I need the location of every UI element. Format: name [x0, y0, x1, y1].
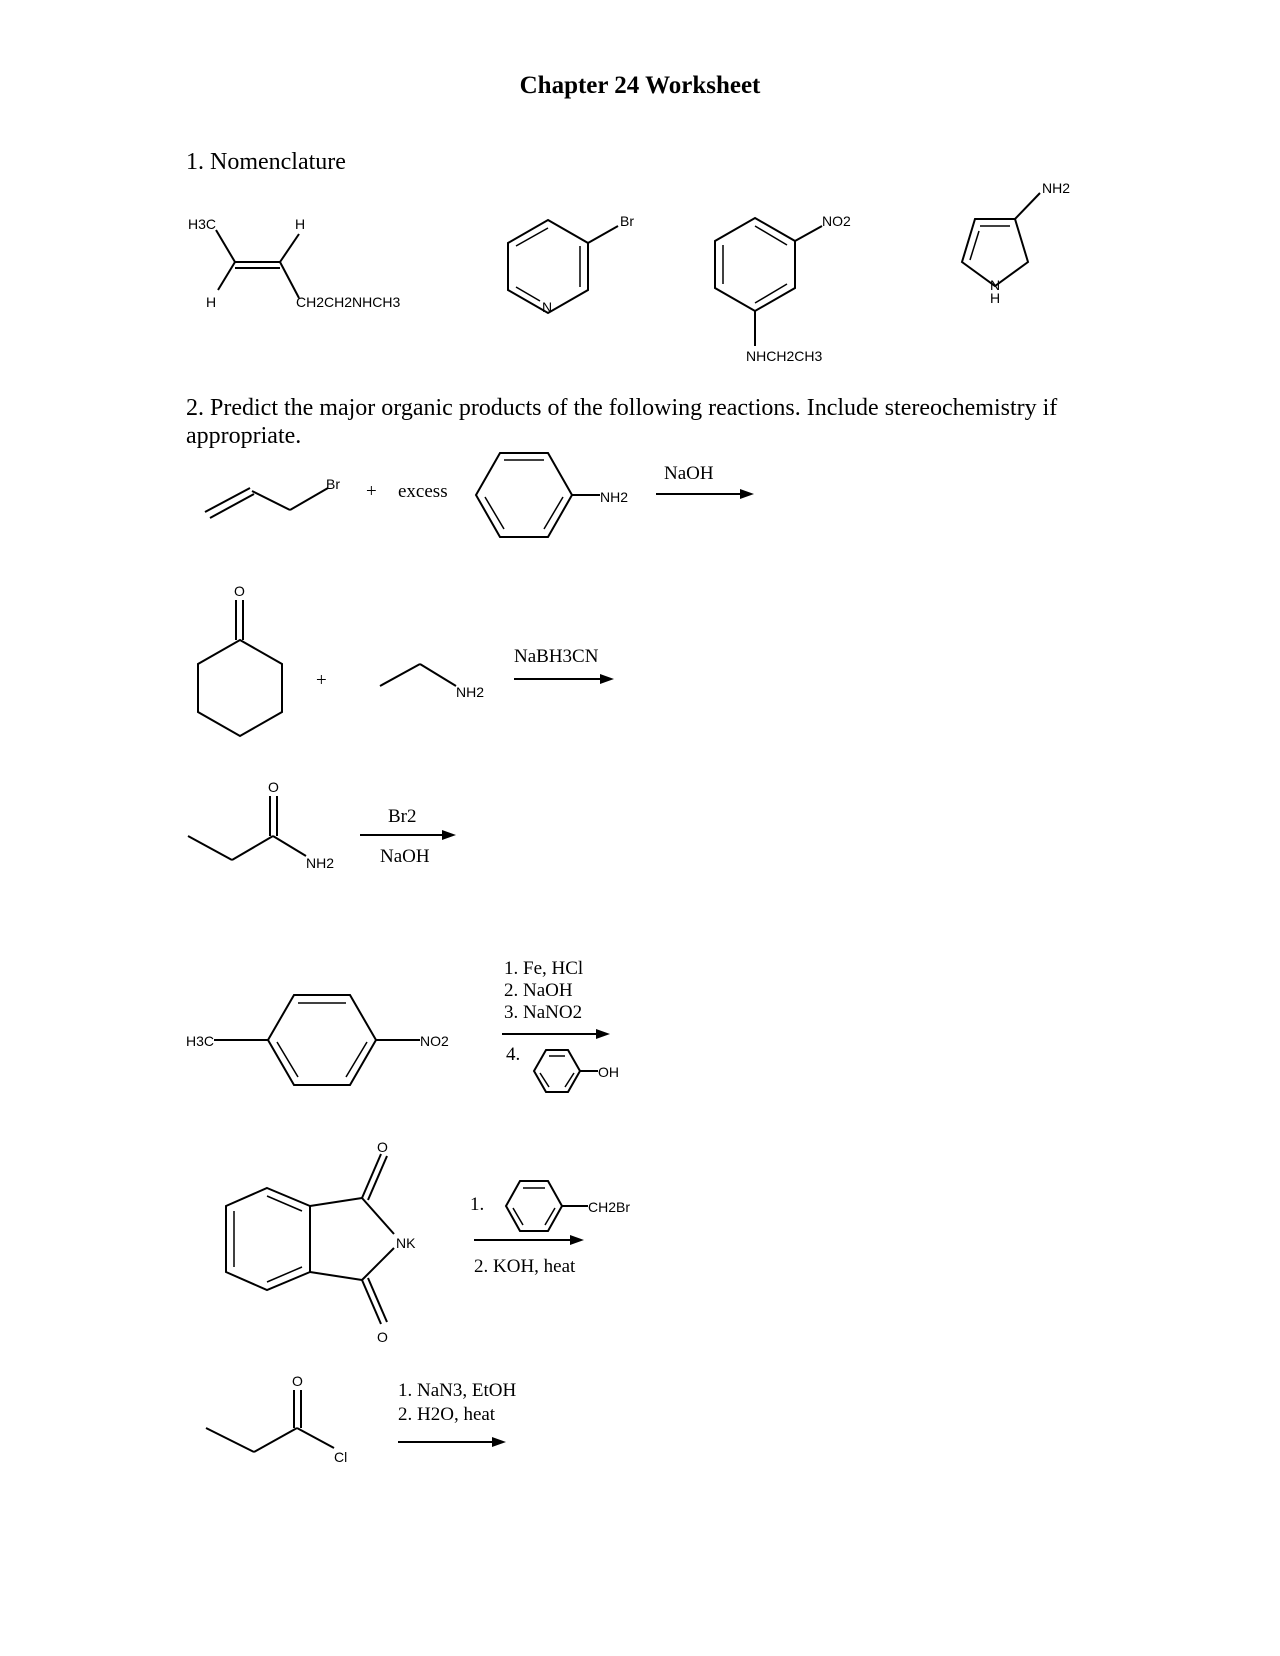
step-1-label: 1. Fe, HCl [504, 958, 584, 979]
h-label: H [295, 216, 306, 232]
nh2-label: NH2 [456, 684, 485, 700]
reaction-4 [186, 958, 619, 1092]
section-2-heading: 2. Predict the major organic products of the following reactions. Include stereochemistry if appropriate. [186, 395, 1058, 449]
oh-label: OH [598, 1064, 619, 1080]
nh2-label: NH2 [1042, 180, 1071, 196]
nomenclature-bromopyridine [508, 213, 634, 315]
step-1-label: 1. [470, 1194, 485, 1215]
no2-label: NO2 [822, 213, 851, 229]
o-label: O [268, 779, 279, 795]
o-label: O [234, 583, 245, 599]
h-label: H [206, 294, 217, 310]
reaction-5 [226, 1139, 630, 1345]
reaction-1 [205, 453, 754, 537]
step-4-label: 4. [506, 1044, 521, 1065]
cl-label: Cl [334, 1449, 348, 1465]
step-2-label: 2. H2O, heat [398, 1404, 496, 1425]
br-label: Br [326, 476, 340, 492]
h-label: H [990, 290, 1001, 306]
nomenclature-nitroaniline [715, 213, 851, 364]
reagent-label: NaBH3CN [514, 646, 599, 667]
reagent-label: NaOH [664, 463, 714, 484]
o-label: O [292, 1373, 303, 1389]
side-chain-label: CH2CH2NHCH3 [296, 294, 401, 310]
step-3-label: 3. NaNO2 [504, 1002, 583, 1023]
nh2-label: NH2 [600, 489, 629, 505]
h3c-label: H3C [188, 216, 217, 232]
n-label: N [990, 277, 1001, 293]
reagent-top-label: Br2 [388, 806, 417, 827]
no2-label: NO2 [420, 1033, 449, 1049]
reagent-bottom-label: NaOH [380, 846, 430, 867]
page-title: Chapter 24 Worksheet [519, 72, 761, 99]
step-2-label: 2. NaOH [504, 980, 573, 1001]
ch2br-label: CH2Br [588, 1199, 631, 1215]
o-label: O [377, 1139, 388, 1155]
h3c-label: H3C [186, 1033, 215, 1049]
plus-sign: + [366, 481, 377, 502]
nomenclature-aminopyrrole [962, 180, 1070, 306]
reaction-2 [198, 583, 614, 736]
n-label: N [542, 299, 553, 315]
nhch2ch3-label: NHCH2CH3 [746, 348, 823, 364]
reaction-6 [206, 1373, 516, 1465]
o-label: O [377, 1329, 388, 1345]
excess-label: excess [398, 481, 448, 502]
step-2-label: 2. KOH, heat [474, 1256, 576, 1277]
nk-label: NK [396, 1235, 416, 1251]
step-1-label: 1. NaN3, EtOH [398, 1380, 517, 1401]
reaction-3 [188, 779, 456, 871]
plus-sign: + [316, 670, 327, 691]
br-label: Br [620, 213, 634, 229]
nh2-label: NH2 [306, 855, 335, 871]
section-1-heading: 1. Nomenclature [186, 149, 346, 175]
nomenclature-alkene [188, 216, 400, 310]
